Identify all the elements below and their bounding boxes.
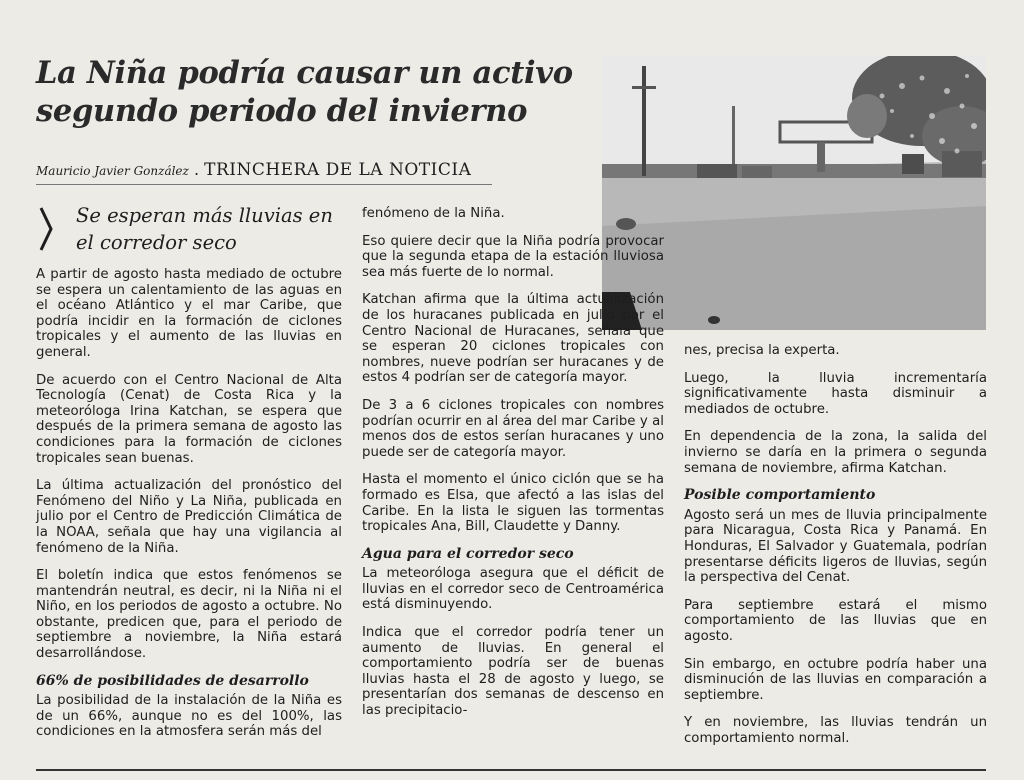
paragraph: nes, precisa la experta. <box>684 343 840 358</box>
paragraph: De acuerdo con el Centro Nacional de Alta Tecnología (Cenat) de Costa Rica y la meteoróloga Irina Katchan, se espera que después de la primera semana de agosto las condiciones para la formación de ciclones tropicales sean buenas. <box>36 372 342 466</box>
paragraph: fenómeno de la Niña. <box>362 206 505 221</box>
article-column-2 <box>362 206 664 731</box>
paragraph: En dependencia de la zona, la salida del invierno se daría en la primera o segunda semana de noviembre, afirma Katchan. <box>684 429 987 476</box>
byline-source: TRINCHERA DE LA NOTICIA <box>204 160 472 180</box>
paragraph: Hasta el momento el único ciclón que se ha formado es Elsa, que afectó a las islas del Caribe. En la lista le siguen las tormentas tropicales Ana, Bill, Claudette y Danny. <box>362 472 664 535</box>
paragraph: Y en noviembre, las lluvias tendrán un comportamiento normal. <box>684 715 987 746</box>
section-subhead: Agua para el corredor seco <box>362 545 574 562</box>
byline-separator: . <box>188 160 205 179</box>
article-headline: La Niña podría causar un activo segundo periodo del invierno <box>36 55 573 129</box>
chevron-right-icon <box>38 206 54 252</box>
page-divider <box>36 769 986 771</box>
article-column-3 <box>684 343 987 758</box>
paragraph: Sin embargo, en octubre podría haber una disminución de las lluvias en comparación a septiembre. <box>684 656 987 703</box>
article-column-1 <box>36 267 342 752</box>
pull-quote: Se esperan más lluvias en el corredor seco <box>76 204 333 254</box>
paragraph: Indica que el corredor podría tener un aumento de lluvias. En general el comportamiento podría ser de buenas lluvias hasta el 28 de agosto y luego, se presentarían dos semanas de descenso en las precipitacio- <box>362 625 664 719</box>
paragraph: Katchan afirma que la última actualización de los huracanes publicada en julio por el Centro Nacional de Huracanes, señala que se esperan 20 ciclones tropicales con nombres, nueve podrían ser huracanes y de estos 4 podrían ser de categoría mayor. <box>362 292 664 386</box>
paragraph: Eso quiere decir que la Niña podría provocar que la segunda etapa de la estación lluviosa sea más fuerte de lo normal. <box>362 233 664 280</box>
paragraph: La última actualización del pronóstico del Fenómeno del Niño y La Niña, publicada en julio por el Centro de Predicción Climática de la NOAA, señala que hay una vigilancia al fenómeno de la Niña. <box>36 478 342 556</box>
byline-author: Mauricio Javier González <box>36 164 189 178</box>
paragraph: A partir de agosto hasta mediado de octubre se espera un calentamiento de las aguas en el océano Atlántico y el mar Caribe, que podría incidir en la formación de ciclones tropicales y el aumento de las lluvias en general. <box>36 267 342 360</box>
paragraph: La posibilidad de la instalación de la Niña es de un 66%, aunque no es del 100%, las condiciones en la atmosfera serán más del <box>36 693 342 740</box>
paragraph: La meteoróloga asegura que el déficit de lluvias en el corredor seco de Centroamérica está disminuyendo. <box>362 566 664 613</box>
paragraph: Para septiembre estará el mismo comportamiento de las lluvias que en agosto. <box>684 597 987 644</box>
paragraph: Agosto será un mes de lluvia principalmente para Nicaragua, Costa Rica y Panamá. En Honduras, El Salvador y Guatemala, podrían presentarse déficits ligeros de lluvias, según la perspectiva del Cenat. <box>684 507 987 586</box>
paragraph: Luego, la lluvia incrementaría significativamente hasta disminuir a mediados de octubre. <box>684 370 987 417</box>
paragraph: El boletín indica que estos fenómenos se mantendrán neutral, es decir, ni la Niña ni el Niño, en los periodos de agosto a octubre. No obstante, predicen que, para el periodo de septiembre a noviembre, la Niña estará desarrollándose. <box>36 568 342 662</box>
paragraph: De 3 a 6 ciclones tropicales con nombres podrían ocurrir en al área del mar Caribe y al menos dos de estos serían huracanes y uno puede ser de categoría mayor. <box>362 397 664 460</box>
byline <box>36 160 492 185</box>
section-subhead: 66% de posibilidades de desarrollo <box>36 672 309 689</box>
section-subhead: Posible comportamiento <box>684 487 876 504</box>
